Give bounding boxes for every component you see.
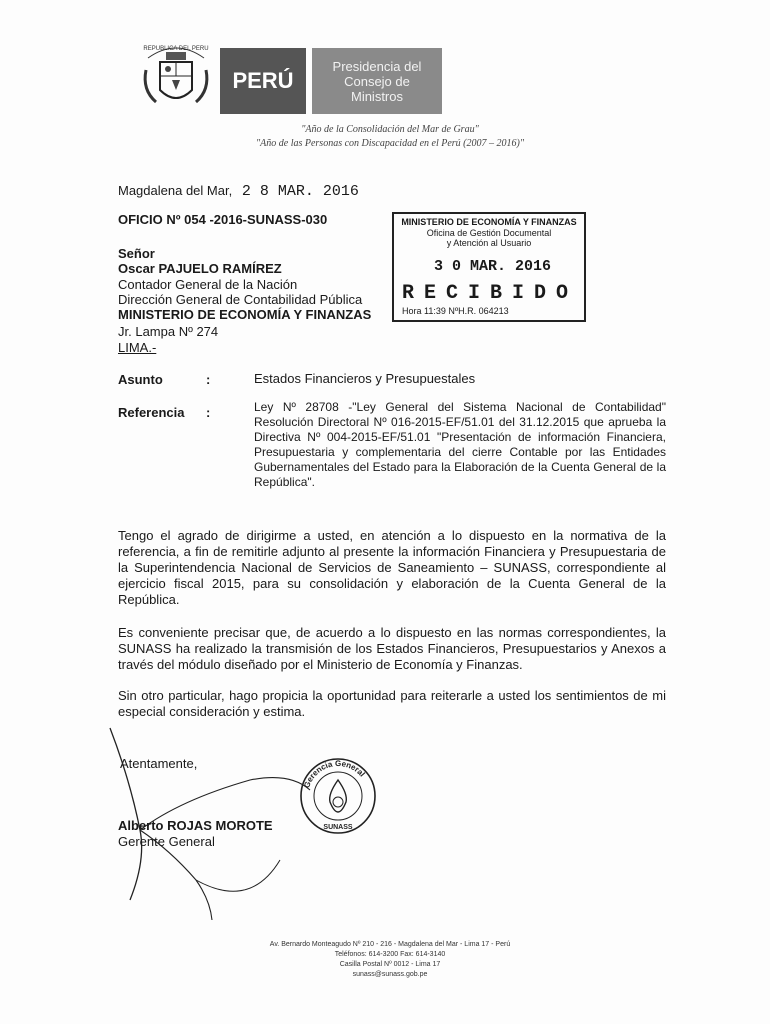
svg-text:SUNASS: SUNASS [323, 824, 353, 831]
svg-text:REPUBLICA DEL PERU: REPUBLICA DEL PERU [143, 46, 209, 52]
recipient-ministry: MINISTERIO DE ECONOMÍA Y FINANZAS [118, 307, 372, 322]
body-paragraph-2: Es conveniente precisar que, de acuerdo a lo dispuesto en las normas correspondientes, la SUNASS ha realizado la transmisión de los Estados Financieros, Presupuestarios y Anexos a través del módulo diseñado por el Ministerio de Economía y Finanzas. [118, 625, 666, 672]
signer-name: Alberto ROJAS MOROTE [118, 818, 273, 833]
asunto-text: Estados Financieros y Presupuestales [254, 371, 476, 386]
footer-phones: Teléfonos: 614-3200 Fax: 614-3140 [334, 951, 446, 958]
referencia-colon: : [206, 405, 211, 420]
referencia-label: Referencia [118, 405, 185, 420]
recipient-name: Oscar PAJUELO RAMÍREZ [118, 261, 282, 276]
stamp-recibido: RECIBIDO [402, 282, 579, 305]
stamp-date: 3 0 MAR. 2016 [434, 258, 552, 275]
peru-coat-of-arms-icon [140, 40, 212, 118]
presidencia-logo: Presidencia del Consejo de Ministros [312, 48, 442, 114]
place-date: Magdalena del Mar, 2 8 MAR. 2016 [118, 183, 359, 200]
stamp-hr: Hora 11:39 NºH.R. 064213 [402, 306, 509, 316]
salutation: Señor [118, 246, 155, 261]
recipient-dept: Dirección General de Contabilidad Pública [118, 292, 363, 307]
asunto-colon: : [206, 372, 211, 387]
footer-address: Av. Bernardo Monteagudo Nº 210 - 216 - Magdalena del Mar - Lima 17 - Perú [269, 941, 511, 948]
recipient-city: LIMA.- [118, 340, 157, 355]
body-paragraph-3: Sin otro particular, hago propicia la oportunidad para reiterarle a usted los sentimientos de mi especial consideración y estima. [118, 688, 666, 719]
year-motto-1: "Año de la Consolidación del Mar de Grau" [301, 124, 479, 135]
gerencia-general-seal-icon [298, 756, 378, 836]
peru-logo: PERÚ [220, 48, 306, 114]
footer-email: sunass@sunass.gob.pe [352, 971, 428, 978]
year-motto-2: "Año de las Personas con Discapacidad en el Perú (2007 – 2016)" [255, 138, 525, 149]
closing: Atentamente, [120, 756, 198, 771]
date-stamp: 2 8 MAR. 2016 [241, 183, 359, 200]
signer-title: Gerente General [118, 834, 215, 849]
recipient-title: Contador General de la Nación [118, 277, 298, 292]
svg-text:Gerencia General: Gerencia General [302, 758, 367, 790]
body-paragraph-1: Tengo el agrado de dirigirme a usted, en atención a lo dispuesto en la normativa de la referencia, a fin de remitirle adjunto al presente la información Financiera y Presupuestaria de la Superintendencia Nacional de Servicios de Saneamiento – SUNASS, correspondiente al ejercicio fiscal 2015, para su consolidación y elaboración de la Cuenta General de la República. [118, 528, 666, 607]
reception-stamp: MINISTERIO DE ECONOMÍA Y FINANZAS Oficina de Gestión Documental y Atención al Usuario 3 0 MAR. 2016 RECIBIDO Hora 11:39 NºH.R. 064213 [392, 212, 586, 322]
recipient-address: Jr. Lampa Nº 274 [118, 324, 219, 339]
asunto-label: Asunto [118, 372, 163, 387]
footer-postal: Casilla Postal Nº 0012 - Lima 17 [339, 961, 441, 968]
referencia-text: Ley Nº 28708 -"Ley General del Sistema Nacional de Contabilidad" Resolución Directoral Nº 016-2015-EF/51.01 del 31.12.2015 que aprueba la Directiva Nº 004-2015-EF/51.01 "Presentación de información Financiera, Presupuestaria y complementaria del cierre Contable por las Entidades Gubernamentales del Estado para la Elaboración de la Cuenta General de la República". [254, 400, 666, 489]
oficio-number: OFICIO Nº 054 -2016-SUNASS-030 [118, 212, 328, 227]
